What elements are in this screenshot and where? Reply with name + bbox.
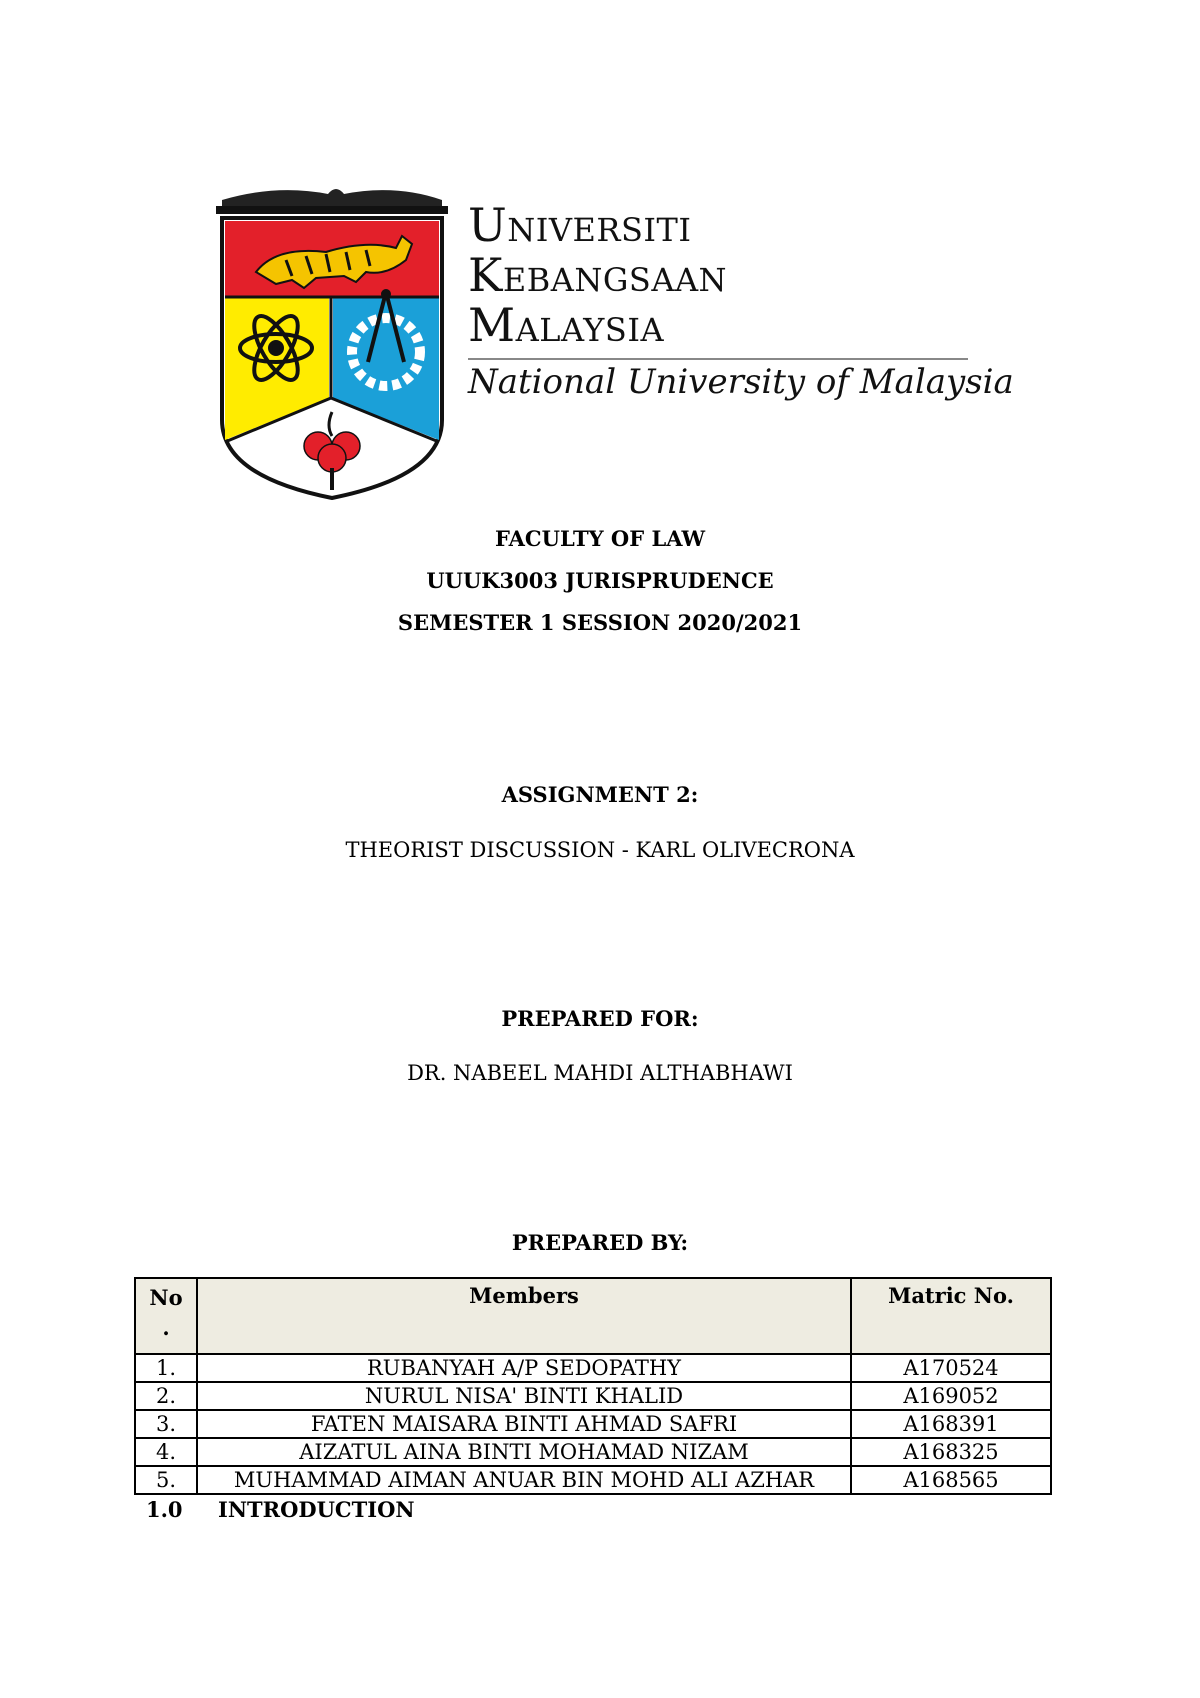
row-name: RUBANYAH A/P SEDOPATHY (197, 1354, 851, 1382)
logo-subtitle: National University of Malaysia (468, 362, 1014, 402)
table-row (135, 1466, 1051, 1494)
section-title: INTRODUCTION (218, 1497, 415, 1522)
row-matric: A169052 (851, 1382, 1051, 1410)
row-no: 3. (135, 1410, 197, 1438)
row-no: 2. (135, 1382, 197, 1410)
table-row (135, 1354, 1051, 1382)
row-no: 5. (135, 1466, 197, 1494)
table-row (135, 1382, 1051, 1410)
members-table (134, 1277, 1052, 1495)
table-row (135, 1438, 1051, 1466)
row-name: AIZATUL AINA BINTI MOHAMAD NIZAM (197, 1438, 851, 1466)
row-name: FATEN MAISARA BINTI AHMAD SAFRI (197, 1410, 851, 1438)
logo-line-malaysia: Malaysia (468, 298, 665, 352)
row-no: 1. (135, 1354, 197, 1382)
lecturer-name: DR. NABEEL MAHDI ALTHABHAWI (407, 1061, 793, 1085)
row-name: MUHAMMAD AIMAN ANUAR BIN MOHD ALI AZHAR (197, 1466, 851, 1494)
prepared-by-label: PREPARED BY: (511, 1230, 689, 1255)
table-row (135, 1410, 1051, 1438)
row-matric: A170524 (851, 1354, 1051, 1382)
header-matric: Matric No. (851, 1278, 1051, 1354)
header-no: No . (135, 1278, 197, 1354)
section-number: 1.0 (146, 1497, 183, 1522)
prepared-for-label: PREPARED FOR: (501, 1006, 699, 1031)
header-members: Members (197, 1278, 851, 1354)
semester-title: SEMESTER 1 SESSION 2020/2021 (397, 610, 803, 635)
course-title: UUUK3003 JURISPRUDENCE (426, 568, 774, 593)
logo-line-universiti: Universiti (468, 198, 692, 252)
faculty-title: FACULTY OF LAW (494, 526, 706, 551)
row-matric: A168391 (851, 1410, 1051, 1438)
assignment-label: ASSIGNMENT 2: (501, 782, 699, 807)
section-heading (146, 1497, 415, 1522)
row-matric: A168565 (851, 1466, 1051, 1494)
row-matric: A168325 (851, 1438, 1051, 1466)
university-logo (216, 180, 1014, 500)
logo-divider (468, 358, 968, 360)
assignment-topic: THEORIST DISCUSSION - KARL OLIVECRONA (345, 838, 855, 862)
row-name: NURUL NISA' BINTI KHALID (197, 1382, 851, 1410)
ukm-crest-icon (216, 180, 448, 500)
logo-line-kebangsaan: Kebangsaan (468, 248, 728, 302)
logo-wordmark (468, 200, 988, 350)
table-header-row (135, 1278, 1051, 1354)
row-no: 4. (135, 1438, 197, 1466)
